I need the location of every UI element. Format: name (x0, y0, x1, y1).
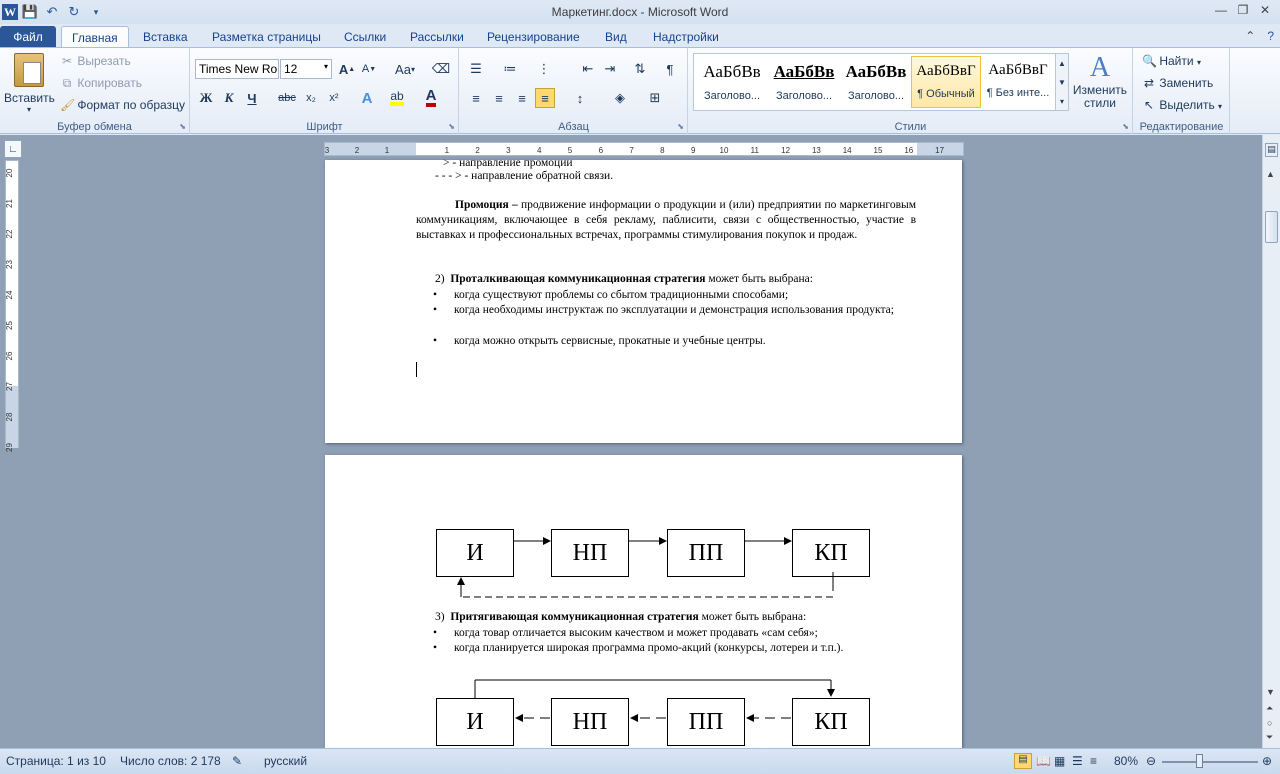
tab-insert[interactable]: Вставка (143, 30, 188, 44)
diagram1-box-np: НП (551, 529, 629, 577)
list-item: • когда необходимы инструктаж по эксплуатации и демонстрация использования продукта; (432, 304, 894, 316)
font-color-icon[interactable]: A (421, 88, 441, 108)
browse-object-icon[interactable]: ○ (1267, 718, 1273, 728)
undo-icon[interactable]: ↶ (46, 4, 58, 19)
promo-paragraph: Промоция – продвижение информации о продукции и (или) предприятии по маркетинговым коммуникациям, включающее в себя рекламу, паблисити, связи с общественностью, участие в выставках и профессиональных встречах, программы стимулирования покупок и продаж. (416, 199, 916, 241)
tab-page-layout[interactable]: Разметка страницы (212, 30, 321, 44)
minimize-icon[interactable]: — (1215, 3, 1227, 17)
ruler-toggle-icon[interactable]: ▤ (1265, 143, 1278, 157)
ruler-label: 1 (384, 146, 390, 155)
word-count[interactable]: Число слов: 2 178 (120, 754, 221, 768)
bold-button[interactable]: Ж (199, 90, 213, 105)
copy-icon: ⧉ (62, 76, 72, 90)
ruler-label: 10 (719, 146, 729, 155)
ruler-label: 26 (5, 351, 14, 361)
prev-page-icon[interactable]: ⏶ (1266, 703, 1274, 713)
paste-button[interactable]: Вставить ▾ (4, 51, 54, 117)
diagram1-box-pp: ПП (667, 529, 745, 577)
styles-label: Стили (894, 121, 927, 133)
style-heading2[interactable]: АаБбВв Заголово... (773, 62, 835, 102)
bullets-icon[interactable]: ☰ (470, 61, 482, 76)
ribbon (0, 47, 1280, 134)
replace-button[interactable]: ⇄ Заменить (1143, 76, 1214, 90)
increase-indent-icon[interactable]: ⇥ (604, 61, 616, 76)
replace-icon: ⇄ (1143, 76, 1155, 90)
scroll-up-icon[interactable]: ▲ (1266, 169, 1275, 179)
style-normal[interactable]: АаБбВвГ ¶ Обычный (911, 56, 981, 108)
editing-group (1134, 48, 1230, 134)
brush-icon: 🖌 (60, 98, 76, 112)
word-app-icon[interactable]: W (4, 4, 16, 19)
vertical-ruler-marks (5, 161, 18, 452)
list-item: • когда планируется широкая программа промо-акций (конкурсы, лотереи и т.п.). (432, 642, 844, 654)
vertical-scrollbar[interactable] (1262, 135, 1280, 748)
ruler-label: 1 (444, 146, 450, 155)
ruler-label: 27 (5, 382, 14, 391)
style-no-spacing[interactable]: АаБбВвГ ¶ Без инте... (986, 62, 1050, 99)
shrink-font-button[interactable]: A ▼ (361, 63, 377, 75)
change-case-button[interactable]: Aa ▾ (395, 61, 415, 77)
cursor-icon: ↖ (1143, 98, 1155, 112)
ruler-label: 6 (598, 146, 604, 155)
align-right-icon[interactable]: ≡ (518, 90, 526, 106)
scissors-icon: ✂ (61, 54, 73, 68)
strikethrough-button[interactable]: abc (278, 92, 296, 104)
align-left-icon[interactable]: ≡ (472, 90, 480, 106)
maximize-icon[interactable]: ❐ (1237, 3, 1249, 17)
ruler-label: 25 (5, 321, 14, 330)
zoom-slider[interactable] (1162, 761, 1258, 763)
zoom-in-icon[interactable]: ⊕ (1262, 754, 1273, 768)
next-page-icon[interactable]: ⏷ (1266, 732, 1274, 742)
align-center-icon[interactable]: ≡ (495, 90, 503, 106)
font-launcher-icon[interactable]: ⬊ (448, 122, 455, 131)
tab-selector-icon[interactable]: ∟ (4, 140, 22, 158)
superscript-button[interactable]: x² (329, 92, 339, 104)
save-icon[interactable]: 💾 (21, 4, 39, 19)
paragraph-label: Абзац (558, 121, 589, 133)
font-size-input[interactable]: 12 ▾ (280, 59, 332, 79)
paragraph-group (460, 48, 688, 134)
window-title: Маркетинг.docx - Microsoft Word (551, 5, 729, 19)
ruler-label: 3 (506, 146, 511, 155)
vertical-ruler[interactable] (5, 160, 19, 452)
item3-heading: 3) Притягивающая коммуникационная стратегия может быть выбрана: (435, 611, 807, 623)
diagram1-box-i: И (436, 529, 514, 577)
text-effects-icon[interactable]: A (361, 89, 373, 107)
page-2[interactable] (325, 455, 962, 748)
ruler-label: 12 (781, 146, 791, 155)
font-name-input[interactable]: Times New Ro (195, 59, 279, 79)
ruler-label: 2 (475, 146, 480, 155)
styles-launcher-icon[interactable]: ⬊ (1122, 122, 1129, 131)
redo-icon[interactable]: ↻ (68, 4, 80, 19)
ruler-label: 21 (5, 199, 14, 208)
show-marks-icon[interactable]: ¶ (666, 61, 674, 77)
diagram2-box-kp: КП (792, 698, 870, 746)
language[interactable]: русский (264, 754, 308, 768)
select-button[interactable]: ↖ Выделить ▾ (1143, 98, 1223, 112)
close-icon[interactable]: ✕ (1259, 3, 1271, 17)
zoom-out-icon[interactable]: ⊖ (1146, 754, 1157, 768)
line-spacing-icon[interactable]: ↕ (576, 90, 584, 106)
borders-icon[interactable]: ⊞ (649, 90, 661, 105)
help-icon[interactable]: ? (1267, 29, 1274, 43)
paste-icon (14, 53, 44, 87)
style-heading1[interactable]: АаБбВв Заголово... (703, 62, 761, 102)
ruler-label: 16 (904, 146, 914, 155)
horizontal-ruler[interactable] (324, 142, 964, 156)
clipboard-launcher-icon[interactable]: ⬊ (179, 122, 186, 131)
zoom-slider-thumb[interactable] (1196, 754, 1203, 768)
minimize-ribbon-icon[interactable]: ⌃ (1245, 29, 1256, 43)
ruler-label: 9 (690, 146, 696, 155)
decrease-indent-icon[interactable]: ⇤ (582, 61, 594, 76)
scroll-down-icon[interactable]: ▼ (1266, 687, 1275, 697)
title-bar (0, 0, 1280, 24)
paragraph-launcher-icon[interactable]: ⬊ (677, 122, 684, 131)
tab-addins[interactable]: Надстройки (653, 30, 719, 44)
shading-icon[interactable]: ◈ (615, 90, 625, 105)
underline-button[interactable]: Ч (247, 90, 257, 106)
list-item: • когда товар отличается высоким качеством и может продавать «сам себя»; (432, 627, 818, 639)
customize-qat-icon[interactable]: ▾ (93, 6, 99, 17)
zoom-level[interactable]: 80% (1114, 754, 1139, 768)
change-styles-button[interactable]: A Изменить стили (1072, 52, 1128, 110)
legend-promo-line: > - направление промоции (443, 157, 573, 169)
page-count[interactable]: Страница: 1 из 10 (6, 754, 106, 768)
italic-button[interactable]: К (224, 90, 234, 105)
item2-heading: 2) Проталкивающая коммуникационная стратегия может быть выбрана: (435, 273, 813, 285)
ruler-label: 14 (842, 146, 852, 155)
subscript-button[interactable]: x₂ (306, 92, 316, 104)
highlight-icon[interactable]: ab (387, 88, 407, 108)
ruler-label: 11 (750, 146, 759, 155)
ruler-label: 4 (536, 146, 542, 155)
ruler-label: 22 (5, 229, 14, 239)
horizontal-ruler-marks (325, 143, 963, 155)
tab-mailings[interactable]: Рассылки (410, 30, 464, 44)
ruler-label: 8 (660, 146, 665, 155)
ruler-label: 5 (567, 146, 573, 155)
cut-button[interactable]: ✂ Вырезать (61, 54, 131, 68)
text-cursor (416, 362, 417, 377)
tab-view[interactable]: Вид (605, 30, 627, 44)
clipboard-label: Буфер обмена (57, 121, 132, 133)
draft-icon[interactable]: ≡ (1090, 754, 1098, 768)
legend-feedback-line: - - - > - направление обратной связи. (435, 170, 614, 182)
font-label: Шрифт (306, 121, 343, 133)
list-item: • когда можно открыть сервисные, прокатные и учебные центры. (432, 335, 766, 347)
outline-icon[interactable]: ☰ (1072, 754, 1083, 768)
style-heading3[interactable]: АаБбВв Заголово... (845, 62, 907, 102)
clear-formatting-icon[interactable]: ⌫ (431, 61, 451, 76)
ruler-label: 23 (5, 260, 14, 269)
ruler-label: 15 (873, 146, 883, 155)
tab-review[interactable]: Рецензирование (487, 30, 580, 44)
ruler-label: 28 (5, 412, 14, 422)
ruler-label: 7 (629, 146, 634, 155)
numbering-icon[interactable]: ≔ (503, 61, 517, 76)
diagram2-box-pp: ПП (667, 698, 745, 746)
tab-references[interactable]: Ссылки (344, 30, 387, 44)
justify-icon[interactable]: ≡ (535, 88, 555, 108)
ruler-label: 24 (5, 290, 14, 300)
find-button[interactable]: 🔍 Найти ▾ (1142, 54, 1201, 68)
ruler-label: 17 (935, 146, 945, 155)
change-styles-icon: A (1089, 52, 1111, 83)
web-layout-icon[interactable]: ▦ (1054, 754, 1066, 768)
diagram1-box-kp: КП (792, 529, 870, 577)
binoculars-icon: 🔍 (1142, 54, 1157, 68)
font-group (191, 48, 459, 134)
tab-home[interactable]: Главная (61, 26, 129, 48)
format-painter-button[interactable]: 🖌 Формат по образцу (60, 98, 185, 112)
clipboard-group (0, 48, 190, 134)
diagram2-box-i: И (436, 698, 514, 746)
multilevel-list-icon[interactable]: ⋮ (537, 61, 551, 76)
proofing-icon[interactable]: ✎ (232, 754, 243, 768)
sort-icon[interactable]: ⇅ (634, 61, 646, 76)
ribbon-tabs (0, 24, 1280, 48)
ruler-label: 13 (811, 146, 821, 155)
ruler-label: 2 (354, 146, 360, 155)
styles-scroll[interactable]: ▲ ▼ ▾ (1055, 53, 1069, 111)
diagram2-box-np: НП (551, 698, 629, 746)
print-layout-icon[interactable]: ▤ (1014, 753, 1032, 769)
copy-button[interactable]: ⧉ Копировать (60, 76, 142, 91)
tab-file[interactable]: Файл (0, 26, 56, 48)
status-bar (0, 748, 1280, 774)
styles-group (689, 48, 1133, 134)
editing-label: Редактирование (1139, 121, 1224, 133)
page-1[interactable] (325, 157, 962, 443)
ruler-label: 29 (5, 443, 14, 452)
list-item: • когда существуют проблемы со сбытом традиционными способами; (432, 289, 789, 301)
grow-font-button[interactable]: A ▲ (338, 61, 356, 77)
ruler-label: 3 (324, 146, 330, 155)
ruler-label: 20 (5, 168, 14, 178)
scroll-thumb[interactable] (1265, 211, 1278, 243)
reading-view-icon[interactable]: 📖 (1036, 754, 1051, 768)
